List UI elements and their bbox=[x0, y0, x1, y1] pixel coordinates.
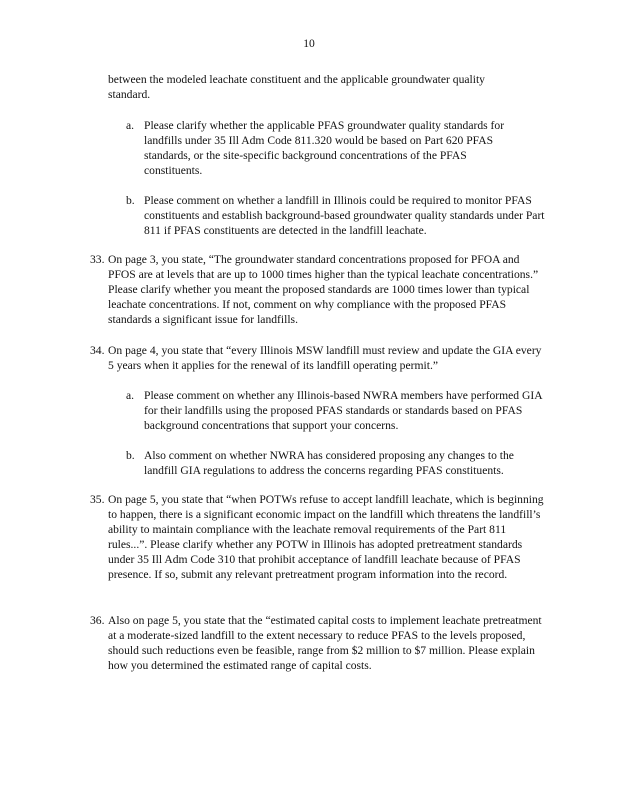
subitem-text: Also comment on whether NWRA has considered proposing any changes to the landfill GIA regulations to address the concerns regarding PFAS constituents. bbox=[144, 449, 514, 477]
q34-subitem-a bbox=[126, 388, 546, 433]
continuation-text: between the modeled leachate constituent and the applicable groundwater quality standard. bbox=[108, 73, 485, 101]
question-35 bbox=[90, 492, 545, 582]
page-number: 10 bbox=[303, 37, 315, 50]
subitem-text: Please clarify whether the applicable PFAS groundwater quality standards for landfills under 35 Ill Adm Code 811.320 would be based on Part 620 PFAS standards, or the site-specific background concentrations of the PFAS constituents. bbox=[144, 119, 505, 177]
question-34 bbox=[90, 343, 545, 373]
q32-subitem-b bbox=[126, 193, 546, 238]
subitem-label: a. bbox=[126, 119, 135, 132]
subitem-text: Please comment on whether any Illinois-based NWRA members have performed GIA for their landfills using the proposed PFAS standards or standards based on PFAS background concentrations that support your concerns. bbox=[144, 389, 542, 432]
question-33 bbox=[90, 252, 545, 327]
question-number: 34. bbox=[90, 344, 105, 357]
question-number: 36. bbox=[90, 614, 105, 627]
subitem-text: Please comment on whether a landfill in Illinois could be required to monitor PFAS constituents and establish background-based groundwater quality standards under Part 811 if PFAS constituents are detected in the landfill leachate. bbox=[144, 194, 545, 237]
q34-subitem-b bbox=[126, 448, 546, 478]
question-text: On page 5, you state that “when POTWs refuse to accept landfill leachate, which is beginning to happen, there is a significant economic impact on the landfill which threatens the landfill’s ability to maintain compliance with the leachate removal requirements of the Part 811 rules...”. Please clarify whether any POTW in Illinois has adopted pretreatment standards under 35 Ill Adm Code 310 that prohibit acceptance of landfill leachate because of PFAS presence. If so, submit any relevant pretreatment program information into the record. bbox=[108, 493, 544, 581]
subitem-label: a. bbox=[126, 389, 135, 402]
question-number: 35. bbox=[90, 493, 105, 506]
question-36 bbox=[90, 613, 545, 673]
q32-subitem-a bbox=[126, 118, 526, 178]
question-text: On page 4, you state that “every Illinois MSW landfill must review and update the GIA every 5 years when it applies for the renewal of its landfill operating permit.” bbox=[108, 344, 542, 372]
question-text: On page 3, you state, “The groundwater standard concentrations proposed for PFOA and PFOS are at levels that are up to 1000 times higher than the typical leachate concentrations.” Please clarify whether you meant the proposed standards are 1000 times lower than typical leachate concentrations. If not, comment on why compliance with the proposed PFAS standards a significant issue for landfills. bbox=[108, 253, 539, 326]
subitem-label: b. bbox=[126, 194, 135, 207]
question-text: Also on page 5, you state that the “estimated capital costs to implement leachate pretreatment at a moderate-sized landfill to the extent necessary to reduce PFAS to the levels proposed, should such reductions even be feasible, range from $2 million to $7 million. Please explain how you determined the estimated range of capital costs. bbox=[108, 614, 542, 672]
question-number: 33. bbox=[90, 253, 105, 266]
subitem-label: b. bbox=[126, 449, 135, 462]
